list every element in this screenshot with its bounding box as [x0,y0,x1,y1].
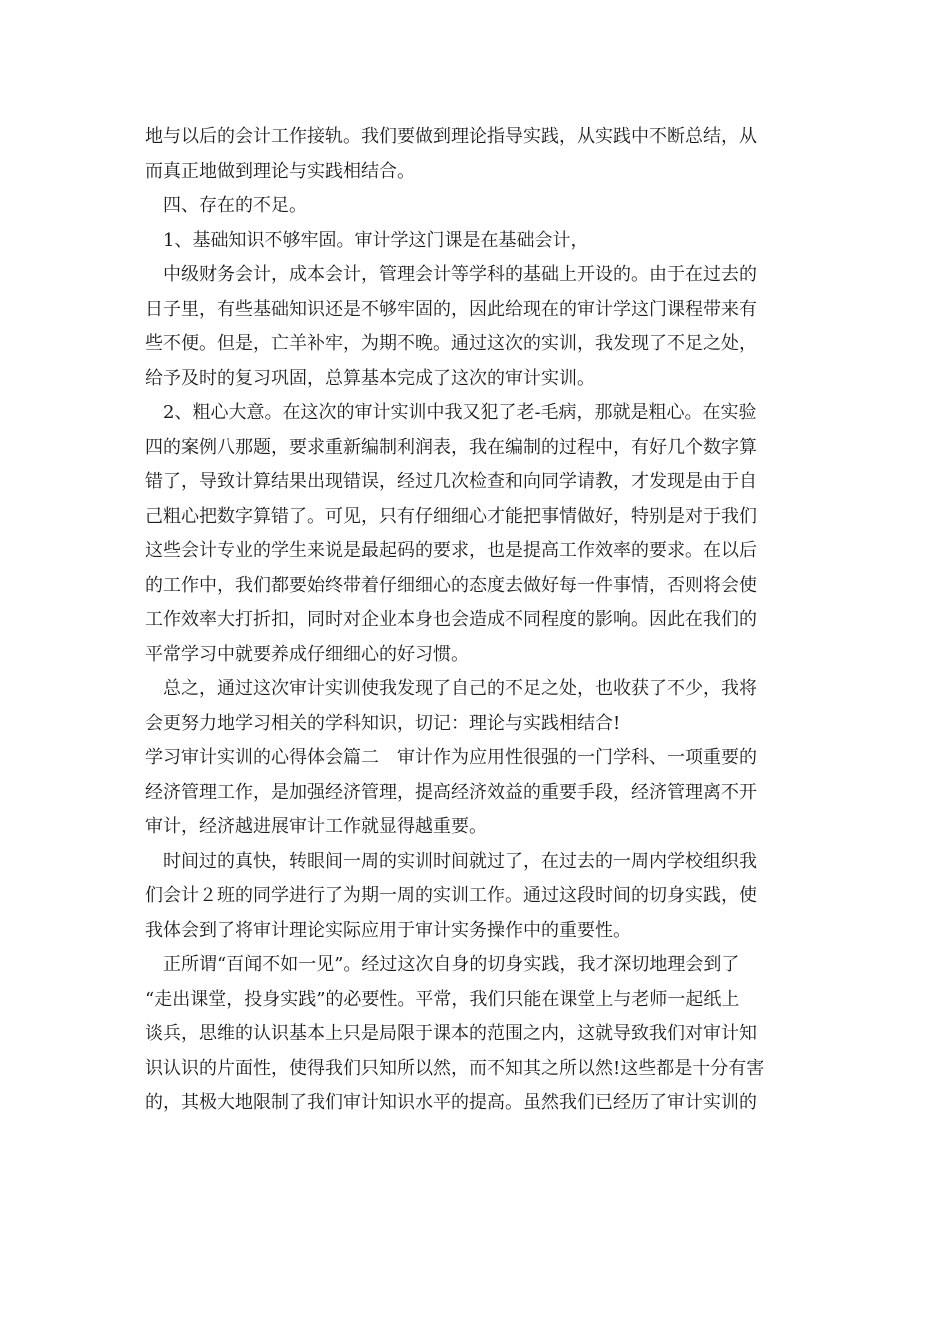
text-line: 1、基础知识不够牢固。审计学这门课是在基础会计， [163,229,589,251]
text-line: 正所谓“百闻不如一见”。经过这次自身的切身实践，我才深切地理会到了 [163,954,740,975]
text-line: 经济管理工作，是加强经济管理，提高经济效益的重要手段，经济管理离不开 [145,781,757,803]
text-line: 而真正地做到理论与实践相结合。 [145,160,415,182]
text-line: 四的案例八那题，要求重新编制利润表，我在编制的过程中，有好几个数字算 [145,436,757,458]
text-line: 的工作中，我们都要始终带着仔细细心的态度去做好每一件事情，否则将会使 [145,574,757,596]
text-line: 谈兵，思维的认识基本上只是局限于课本的范围之内，这就导致我们对审计知 [145,1023,757,1044]
text-line: 会更努力地学习相关的学科知识，切记：理论与实践相结合! [145,712,621,734]
text-line: 错了，导致计算结果出现错误，经过几次检查和向同学请教，才发现是由于自 [145,471,757,492]
document-body [145,120,805,1121]
text-line: 日子里，有些基础知识还是不够牢固的，因此给现在的审计学这门课程带来有 [145,298,757,320]
text-line: 给予及时的复习巩固，总算基本完成了这次的审计实训。 [145,367,595,389]
text-line: 些不便。但是，亡羊补牢，为期不晚。通过这次的实训，我发现了不足之处， [145,333,757,354]
text-line: 时间过的真快，转眼间一周的实训时间就过了，在过去的一周内学校组织我 [163,850,757,872]
text-line: “走出课堂，投身实践”的必要性。平常，我们只能在课堂上与老师一起纸上 [145,988,740,1010]
text-line: 己粗心把数字算错了。可见，只有仔细细心才能把事情做好，特别是对于我们 [145,505,757,527]
text-line: 平常学习中就要养成仔细细心的好习惯。 [145,643,469,665]
text-line: 工作效率大打折扣，同时对企业本身也会造成不同程度的影响。因此在我们的 [145,609,757,630]
text-line: 审计，经济越进展审计工作就显得越重要。 [145,816,487,837]
text-line: 总之，通过这次审计实训使我发现了自己的不足之处，也收获了不少，我将 [163,678,757,699]
text-line: 学习审计实训的心得体会篇二 审计作为应用性很强的一门学科、一项重要的 [145,747,757,768]
text-line: 这些会计专业的学生来说是最起码的要求，也是提高工作效率的要求。在以后 [145,540,757,561]
text-line: 地与以后的会计工作接轨。我们要做到理论指导实践，从实践中不断总结，从 [145,126,757,147]
text-line: 们会计２班的同学进行了为期一周的实训工作。通过这段时间的切身实践，使 [145,885,757,906]
text-line: 识认识的片面性，使得我们只知所以然，而不知其之所以然!这些都是十分有害 [145,1057,765,1079]
text-line: 的，其极大地限制了我们审计知识水平的提高。虽然我们已经历了审计实训的 [145,1092,757,1113]
text-line: 2、粗心大意。在这次的审计实训中我又犯了老-毛病，那就是粗心。在实验 [163,402,757,423]
text-line: 四、存在的不足。 [163,195,307,216]
text-line: 中级财务会计，成本会计，管理会计等学科的基础上开设的。由于在过去的 [163,264,757,285]
text-line: 我体会到了将审计理论实际应用于审计实务操作中的重要性。 [145,919,631,941]
